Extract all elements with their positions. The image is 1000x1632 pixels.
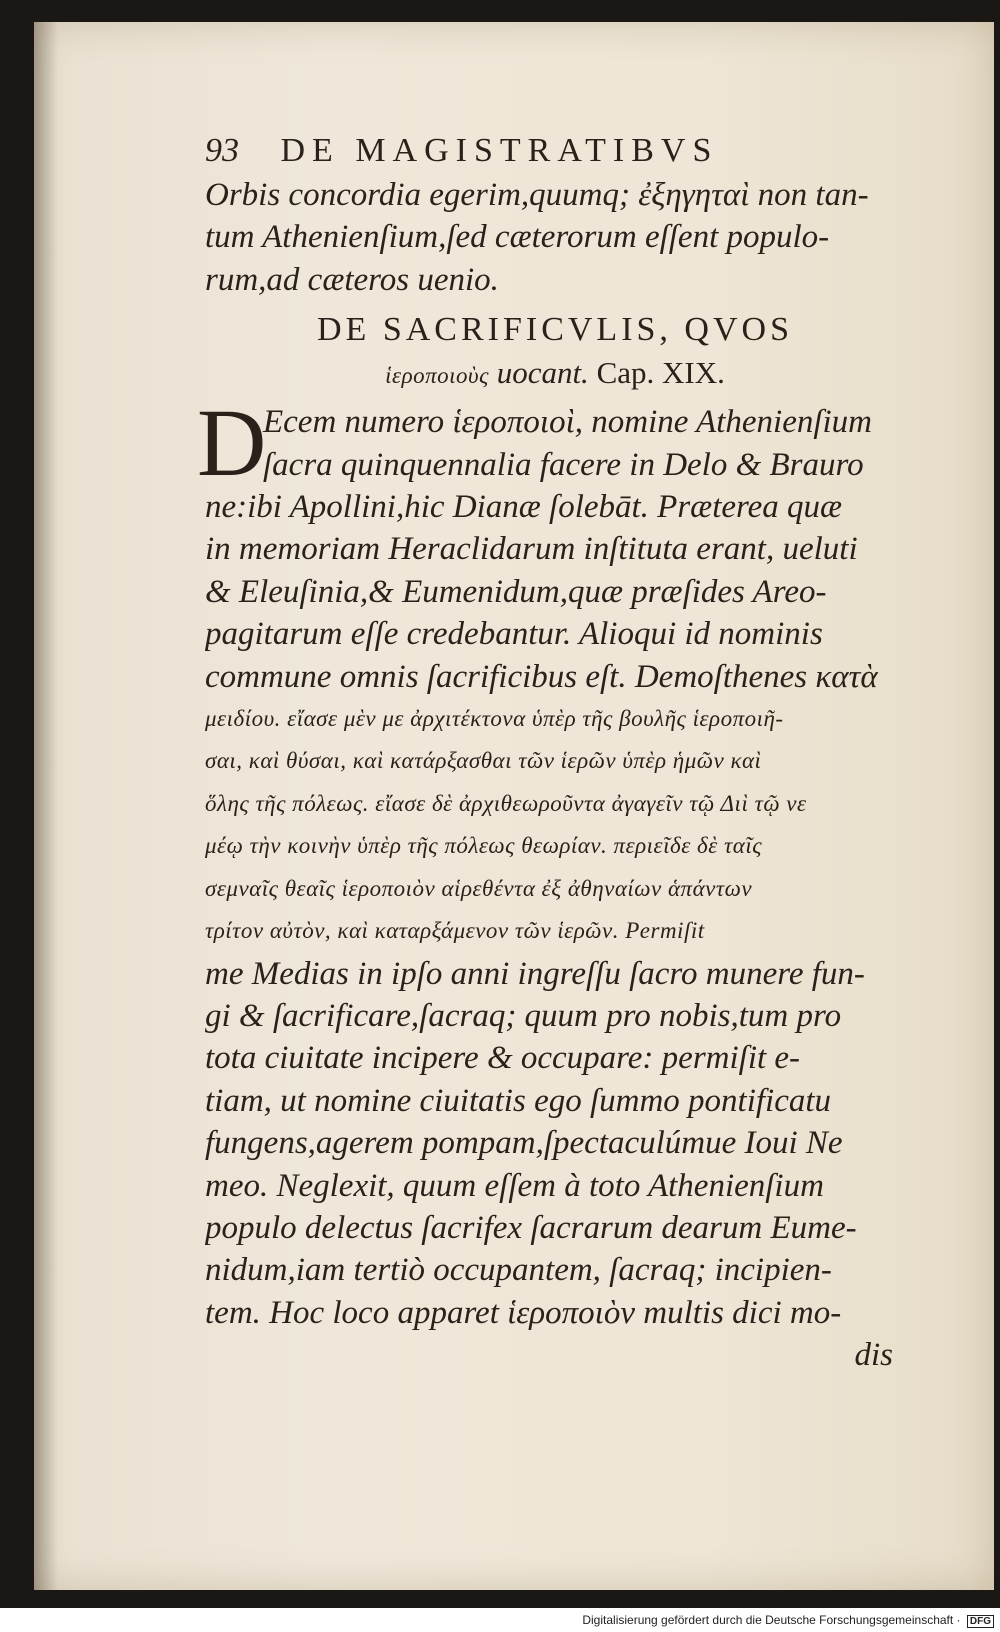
text-line: ne:ibi Apollini,hic Dianæ ſolebāt. Præterea quæ [205, 489, 843, 526]
greek-quote-line: σεμναῖς θεαῖς ἱεροποιὸν αἱρεθέντα ἐξ ἀθηναίων ἁπάντων [205, 875, 753, 901]
drop-cap: D [197, 389, 267, 497]
text-line: meo. Neglexit, quum eſſem à toto Athenienſium [205, 1167, 824, 1204]
greek-quote-line: σαι, καὶ θύσαι, καὶ κατάρξασθαι τῶν ἱερῶν ὑπὲρ ἡμῶν καὶ [205, 748, 762, 774]
text-line: & Eleuſinia,& Eumenidum,quæ præſides Areo- [205, 573, 827, 610]
gutter-shadow [34, 22, 58, 1590]
text-line: fungens,agerem pompam,ſpectaculúmue Ioui Ne [205, 1125, 843, 1162]
digitization-credit [582, 1613, 994, 1628]
text-line: Orbis concordia egerim,quumq; ἐξηγηταὶ non tan- [205, 177, 869, 213]
text-line: Ecem numero ἱεροποιοὶ, nomine Athenienſium [263, 404, 873, 441]
running-title: DE MAGISTRATIBVS [280, 132, 719, 169]
text-line: ſacra quinquennalia facere in Delo & Brauro [263, 446, 864, 483]
greek-quote-line: τρίτον αὐτὸν, καὶ καταρξάμενον τῶν ἱερῶν. Permiſit [205, 918, 705, 944]
section-greek-term: ἱεροποιοὺς [385, 363, 489, 389]
page-number: 93 [205, 132, 239, 169]
chapter-paragraph [197, 389, 905, 1334]
text-line: gi & ſacrificare,ſacraq; quum pro nobis,tum pro [205, 997, 842, 1034]
credit-text: Digitalisierung gefördert durch die Deutsche Forschungsgemeinschaft · [582, 1613, 961, 1627]
section-subheading [205, 353, 905, 393]
text-line: tiam, ut nomine ciuitatis ego ſummo pontificatu [205, 1082, 832, 1119]
text-line: nidum,iam tertiò occupantem, ſacraq; incipien- [205, 1252, 832, 1289]
section-heading: DE SACRIFICVLIS, QVOS [317, 311, 793, 349]
body-lines [205, 401, 905, 1334]
text-line: commune omnis ſacrificibus eſt. Demoſthenes κατὰ [205, 658, 878, 695]
running-head [205, 128, 905, 174]
text-line: tota ciuitate incipere & occupare: permiſit e- [205, 1040, 801, 1077]
text-line: tum Athenienſium,ſed cæterorum eſſent populo- [205, 219, 830, 256]
page-text-block [197, 128, 905, 1376]
text-line: populo delectus ſacrifex ſacrarum dearum Eume- [205, 1209, 857, 1246]
catchword: dis [854, 1337, 893, 1374]
greek-quote-line: μέῳ τὴν κοινὴν ὑπὲρ τῆς πόλεως θεωρίαν. περιεῖδε δὲ ταῖς [205, 833, 763, 859]
text-line: rum,ad cæteros uenio. [205, 261, 499, 298]
opening-lines [205, 174, 905, 301]
greek-quote-line: ὅλης τῆς πόλεως. εἴασε δὲ ἀρχιθεωροῦντα ἀγαγεῖν τῷ Διὶ τῷ νε [205, 790, 807, 816]
text-line: pagitarum eſſe credebantur. Alioqui id nominis [205, 616, 823, 653]
text-line: tem. Hoc loco apparet ἱεροποιὸν multis dici mo- [205, 1294, 842, 1331]
text-line: in memoriam Heraclidarum inſtituta erant, ueluti [205, 531, 858, 568]
text-line: me Medias in ipſo anni ingreſſu ſacro munere fun- [205, 955, 865, 992]
greek-quote-line: μειδίου. εἴασε μὲν με ἀρχιτέκτονα ὑπὲρ τῆς βουλῆς ἱεροποιῆ- [205, 706, 784, 732]
chapter-label: Cap. XIX. [596, 355, 725, 391]
section-subheading-rest: uocant. [496, 355, 589, 391]
dfg-logo: DFG [967, 1615, 994, 1628]
